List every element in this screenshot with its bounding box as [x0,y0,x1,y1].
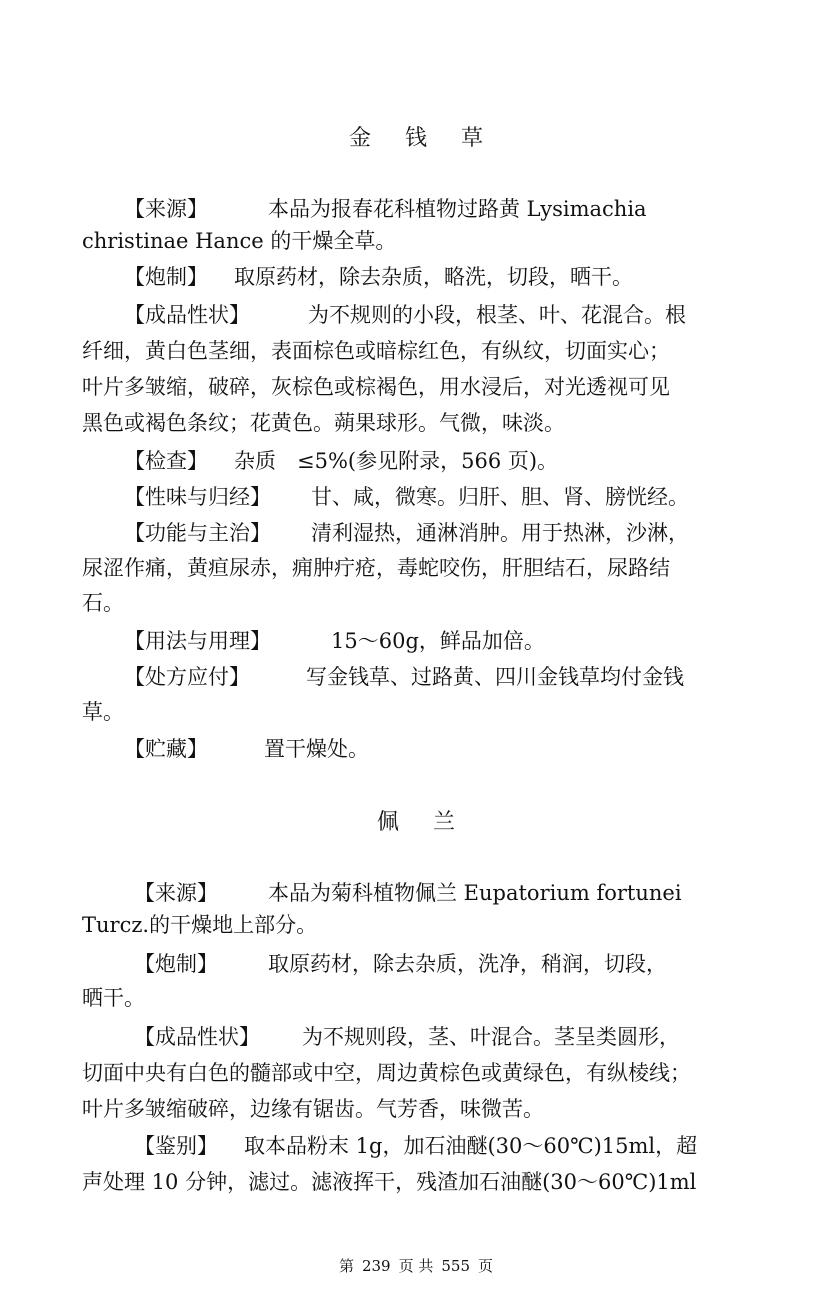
section-text: 切面中央有白色的髓部或中空，周边黄棕色或黄绿色，有纵棱线； [82,1061,691,1085]
section-label: 【处方应付】 [124,665,250,689]
section-text: 为不规则的小段，根茎、叶、花混合。根 [308,303,686,327]
section-text: 本品为菊科植物佩兰 Eupatorium fortunei [268,881,682,905]
section-label: 【用法与用理】 [124,629,271,653]
section-text: Turcz.的干燥地上部分。 [82,913,318,937]
title-char: 草 [461,126,484,151]
section-label: 【贮藏】 [124,737,208,761]
title-char: 兰 [433,810,456,835]
title-char: 钱 [404,126,427,151]
title-char: 金 [348,126,371,151]
section-text: christinae Hance 的干燥全草。 [82,229,397,253]
title-char: 佩 [376,810,399,835]
section-nature [82,481,752,513]
section-label: 【性味与归经】 [124,485,271,509]
section-appearance [82,299,752,439]
section-usage [82,625,752,657]
section-text: 叶片多皱缩，破碎，灰棕色或棕褐色，用水浸后，对光透视可见 [82,375,670,399]
section-storage [82,733,752,765]
section-label: 【成品性状】 [134,1025,260,1049]
section-text: 清利湿热，通淋消肿。用于热淋，沙淋， [311,521,689,545]
footer-suffix: 页 [478,1257,494,1275]
section-text: 尿涩作痛，黄疸尿赤，痈肿疔疮，毒蛇咬伤，肝胆结石，尿路结 [82,556,670,580]
section-prescription [82,661,752,728]
footer-page-number: 239 [361,1257,391,1275]
section-processing [82,261,752,293]
section-text: 本品为报春花科植物过路黄 Lysimachia [268,197,647,221]
footer-middle: 页 共 [398,1257,434,1275]
section-text: 为不规则段，茎、叶混合。茎呈类圆形， [302,1025,680,1049]
section-label: 【成品性状】 [124,303,250,327]
page-footer [0,1255,832,1276]
section-text: 取原药材，除去杂质，略洗，切段，晒干。 [234,265,633,289]
section-identification [82,1130,752,1198]
section-text: 叶片多皱缩破碎，边缘有锯齿。气芳香，味微苦。 [82,1097,544,1121]
section-text: 黑色或褐色条纹；花黄色。蒴果球形。气微，味淡。 [82,411,565,435]
footer-prefix: 第 [338,1257,354,1275]
section-label: 【炮制】 [134,952,218,976]
section-text: 取原药材，除去杂质，洗净，稍润，切段， [268,952,667,976]
section-label: 【检查】 [124,449,208,473]
section-label: 【来源】 [134,881,218,905]
entry-title-jinqiancao [0,121,832,152]
section-inspection [82,445,752,477]
section-label: 【鉴别】 [134,1134,218,1158]
section-text: 取本品粉末 1g，加石油醚(30～60℃)15ml，超 [244,1134,698,1158]
section-text: 声处理 10 分钟，滤过。滤液挥干，残渣加石油醚(30～60℃)1ml [82,1170,697,1194]
section-text: 写金钱草、过路黄、四川金钱草均付金钱 [306,665,684,689]
section-appearance-2 [82,1021,752,1125]
section-text: 甘、咸，微寒。归肝、胆、肾、膀恍经。 [311,485,689,509]
section-source [82,193,752,257]
section-text: 石。 [82,591,124,615]
section-source-2 [82,877,752,941]
section-label: 【来源】 [124,197,208,221]
section-text: 纤细，黄白色茎细，表面棕色或暗棕红色，有纵纹，切面实心； [82,339,670,363]
footer-total-pages: 555 [441,1257,471,1275]
section-text: 晒干。 [82,986,145,1010]
section-label: 【功能与主治】 [124,521,271,545]
section-function [82,517,752,619]
section-processing-2 [82,948,752,1014]
section-text: 15～60g，鲜品加倍。 [331,629,545,653]
entry-title-peilan [0,805,832,836]
section-text: 置干燥处。 [264,737,369,761]
section-label: 【炮制】 [124,265,208,289]
section-text: 草。 [82,700,124,724]
section-text: 杂质 ≤5%(参见附录，566 页)。 [234,449,559,473]
